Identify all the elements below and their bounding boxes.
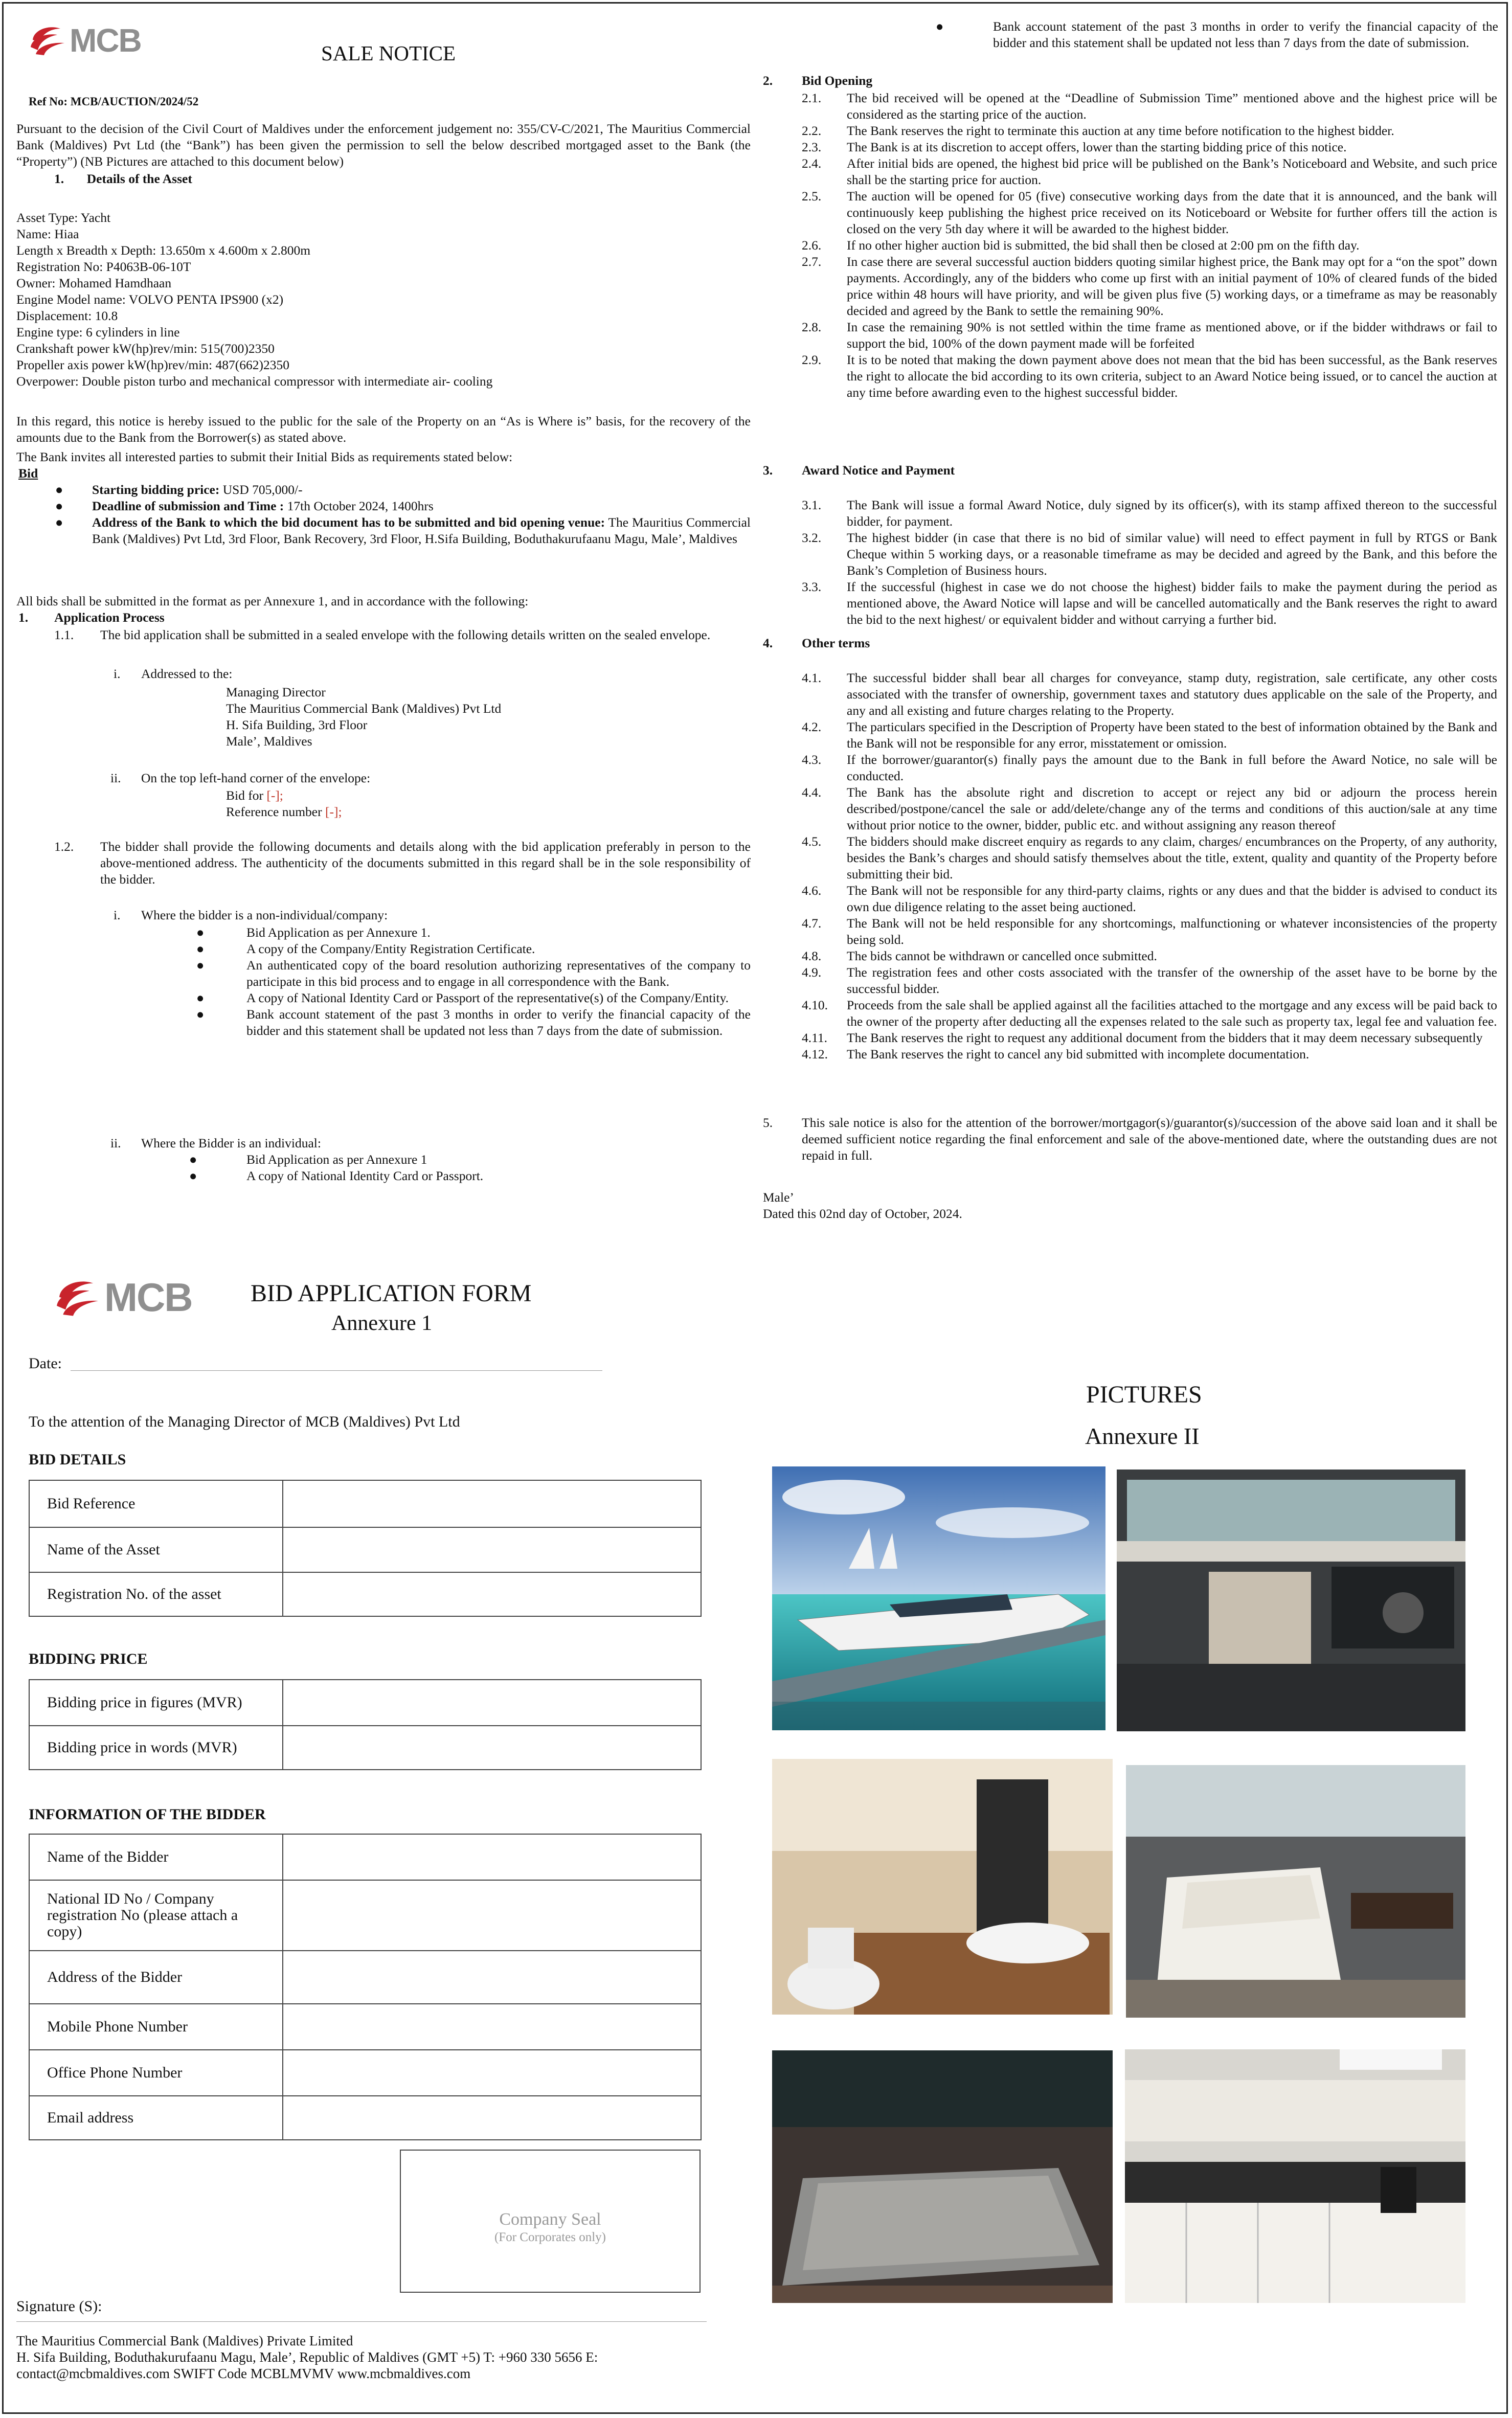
clause-1-1-ii (110, 770, 370, 786)
clause (802, 497, 1497, 530)
asset-line: Displacement: 10.8 (16, 308, 118, 323)
clause-text: Where the Bidder is an individual: (141, 1136, 321, 1150)
form-annexure: Annexure 1 (331, 1312, 433, 1335)
regard-paragraph: In this regard, this notice is hereby issued to the public for the sale of the Property on an “As is Where is” basis, for the recovery of the amounts due to the Bank from the Borrower(s) as stated above. (16, 414, 751, 445)
clause-text: The bid received will be opened at the “Deadline of Submission Time” mentioned above and the highest price will be considered as the starting price of the auction. (847, 91, 1497, 122)
clause (802, 1046, 1497, 1063)
section-3-heading (763, 462, 955, 479)
clause-text: The registration fees and other costs associated with the transfer of the ownership of the asset have to be borne by the successful bidder. (847, 965, 1497, 996)
bullet-text: The Mauritius Commercial Bank (Maldives) Pvt Ltd, 3rd Floor, Bank Recovery, 3rd Floor, H.Sifa Building, Boduthakurufaanu Magu, Male’, Maldives (92, 515, 751, 546)
date-label: Date: (29, 1355, 62, 1372)
clause-text: If no other higher auction bid is submitted, the bid shall then be closed at 2:00 pm on the fifth day. (847, 238, 1360, 253)
form-title: BID APPLICATION FORM (251, 1280, 532, 1307)
clause-number: 4.8. (802, 948, 822, 963)
list-item-text: Bank account statement of the past 3 months in order to verify the financial capacity of the bidder and this statement shall be updated not less than 7 days from the date of submission. (246, 1007, 751, 1038)
clause-text: If the successful (highest in case we do not choose the highest) bidder fails to make the payment during the period as mentioned above, the Award Notice will lapse and will be cancelled automatically and the Bank reserves the right to award the bid to the next highest/ or equivalent bidder and without carrying a further bid. (847, 579, 1497, 627)
bidder-info-table (29, 1834, 702, 2140)
asset-line: Overpower: Double piston turbo and mechanical compressor with intermediate air- cooling (16, 374, 493, 389)
section-title: Application Process (54, 610, 165, 625)
clause (802, 883, 1497, 915)
all-bids-paragraph: All bids shall be submitted in the format as per Annexure 1, and in accordance with the following: (16, 594, 529, 608)
footer-line: contact@mcbmaldives.com SWIFT Code MCBLMVMV www.mcbmaldives.com (16, 2366, 471, 2381)
cabin-bed-photo (772, 2050, 1113, 2303)
clause-text: The successful bidder shall bear all charges for conveyance, stamp duty, registration, sale certificate, any other costs associated with the transfer of ownership, government taxes and statutory dues applicable on the sale of the Property, and any and all existing and future charges relating to the Property. (847, 670, 1497, 718)
clause (802, 139, 1497, 155)
clause-number: 4.3. (802, 752, 822, 767)
section-title: Other terms (802, 636, 870, 650)
details-number: 1. (54, 171, 64, 186)
clause-number: 2.3. (802, 140, 822, 154)
mcb-logo-icon (54, 1278, 103, 1317)
bullet-label: Address of the Bank to which the bid document has to be submitted and bid opening venue: (92, 515, 605, 530)
reference-number: Ref No: MCB/AUCTION/2024/52 (29, 95, 199, 108)
footer-address (16, 2333, 598, 2382)
bidding-price-wrapper (29, 1679, 702, 1770)
bid-bullet: ● Deadline of submission and Time : 17th October 2024, 1400hrs (55, 499, 434, 513)
footer-line: H. Sifa Building, Boduthakurufaanu Magu, Male’, Republic of Maldives (GMT +5) T: +960 330 5656 E: (16, 2349, 598, 2365)
clause-number: 4.1. (802, 670, 822, 685)
envelope-lines (226, 787, 342, 820)
section-4-heading (763, 635, 870, 651)
asset-line: Length x Breadth x Depth: 13.650m x 4.600m x 2.800m (16, 243, 311, 258)
clause (802, 319, 1497, 352)
mcb-logo-form (54, 1274, 192, 1321)
bid-for-blank: [-]; (266, 788, 283, 803)
table-row (29, 1951, 701, 2004)
intro-paragraph: Pursuant to the decision of the Civil Court of Maldives under the enforcement judgement no: 355/CV-C/2021, The Mauritius Commercial Bank (Maldives) Pvt Ltd (the “Bank”) has been given the permission to sell the below described mortgaged asset to the Bank (the “Property”) (NB Pictures are attached to this document below) (16, 121, 751, 169)
national-id-field[interactable] (283, 1880, 701, 1951)
bullet-text: USD 705,000/- (219, 482, 303, 497)
list-item-text: Bid Application as per Annexure 1 (246, 1152, 427, 1167)
bidding-price-words-field[interactable] (283, 1726, 701, 1770)
asset-line: Engine type: 6 cylinders in line (16, 325, 180, 340)
clause-text: The particulars specified in the Description of Property have been stated to the best of information obtained by the Bank and the Bank will not be responsible for any error, misstatement or omission. (847, 719, 1497, 751)
mobile-phone-field[interactable] (283, 2004, 701, 2050)
clause (802, 915, 1497, 948)
clause-text: The bid application shall be submitted in a sealed envelope with the following details written on the sealed envelope. (100, 627, 711, 642)
dated-line: Dated this 02nd day of October, 2024. (763, 1206, 962, 1221)
section-2-heading (763, 73, 872, 89)
clause-number: 4.4. (802, 785, 822, 800)
clause-number: 4.2. (802, 719, 822, 734)
clause-text: The Bank reserves the right to terminate this auction at any time before notification to the highest bidder. (847, 123, 1394, 138)
bidder-name-field[interactable] (283, 1834, 701, 1880)
clause-number: 4.10. (802, 998, 828, 1012)
clause-text: The Bank will not be held responsible for any shortcomings, malfunctioning or whatever inconsistencies of the property being sold. (847, 916, 1497, 947)
clause-text: The Bank reserves the right to request any additional document from the bidders that it may deem necessary subsequently (847, 1030, 1483, 1045)
table-row (29, 1527, 701, 1572)
clause-number: 2.9. (802, 352, 822, 367)
clause (802, 237, 1497, 254)
table-row (29, 2050, 701, 2096)
galley-photo (1125, 2049, 1465, 2303)
clause-text: The bidders should make discreet enquiry as regards to any claim, charges/ encumbrances on the Property, of any authority, besides the Bank’s charges and should satisfy themselves about the title, extent, quality and quantity of the Property before submitting their bid. (847, 834, 1497, 882)
clause-1-2 (54, 839, 751, 888)
clause-text: Proceeds from the sale shall be applied against all the facilities attached to the mortgage and any excess will be paid back to the owner of the property after deducting all the expenses related to the sale such as property tax, legal fee and valuation fee. (847, 998, 1497, 1029)
clause-number: ii. (110, 771, 121, 785)
table-row (29, 1480, 701, 1527)
company-heading (114, 907, 388, 923)
bidding-price-heading: BIDDING PRICE (29, 1651, 148, 1667)
pictures-title: PICTURES (1086, 1381, 1202, 1408)
list-item: ● A copy of National Identity Card or Passport of the representative(s) of the Company/Entity. (196, 990, 751, 1006)
footer-line: The Mauritius Commercial Bank (Maldives) Private Limited (16, 2333, 353, 2348)
field-label: Bidding price in words (MVR) (29, 1726, 283, 1770)
address-line: Male’, Maldives (226, 734, 312, 749)
section-title: Award Notice and Payment (802, 463, 955, 478)
clause-number: i. (114, 666, 121, 681)
clause (802, 254, 1497, 319)
bid-bullet: ● Address of the Bank to which the bid document has to be submitted and bid opening venue: The Mauritius Commercial Bank (Maldives) Pvt Ltd, 3rd Floor, Bank Recovery, 3rd Floor, H.Sifa Building, Boduthakurufaanu Magu, Male’, Maldives (55, 515, 751, 546)
email-field[interactable] (283, 2096, 701, 2140)
table-row (29, 1834, 701, 1880)
list-item-text: An authenticated copy of the board resolution authorizing representatives of the company to participate in this bid process and to engage in all correspondence with the Bank. (246, 958, 751, 989)
section-number: 4. (763, 636, 773, 650)
invite-paragraph: The Bank invites all interested parties to submit their Initial Bids as requirements stated below: (16, 449, 513, 464)
section-number: 2. (763, 73, 773, 88)
field-label: Registration No. of the asset (29, 1572, 283, 1616)
mcb-logo-text: MCB (70, 22, 141, 59)
bullet-label: Starting bidding price: (92, 482, 220, 497)
field-label: Name of the Bidder (29, 1834, 283, 1880)
clause (802, 719, 1497, 752)
mcb-logo-icon (29, 25, 69, 56)
signature-line[interactable] (16, 2321, 707, 2322)
clause-text: It is to be noted that making the down payment above does not mean that the bid has been successful, as the Bank reserves the right to allocate the bid according to its own criteria, subject to an Award Notice being issued, or to cancel the auction at any time before awarding even to the highest successful bidder. (847, 352, 1497, 400)
field-label: Bid Reference (29, 1480, 283, 1527)
list-item-text: A copy of the Company/Entity Registration Certificate. (246, 941, 535, 956)
clause-number: 2.1. (802, 91, 822, 105)
clause-number: i. (114, 908, 121, 922)
company-seal-note: (For Corporates only) (494, 2230, 606, 2244)
table-row (29, 1680, 701, 1726)
clause-number: 4.12. (802, 1047, 828, 1061)
individual-heading (110, 1135, 321, 1151)
helm-station-photo (1117, 1470, 1465, 1731)
reference-line (226, 804, 342, 820)
place: Male’ (763, 1190, 794, 1205)
clause (802, 784, 1497, 833)
list-item: ● A copy of National Identity Card or Passport. (189, 1168, 649, 1184)
clause-number: ii. (110, 1136, 121, 1150)
bidding-price-table (29, 1679, 702, 1770)
clause-text: Addressed to the: (141, 666, 233, 681)
asset-line: Owner: Mohamed Hamdhaan (16, 276, 172, 290)
section-4-clauses (802, 670, 1497, 1063)
bid-details-heading: BID DETAILS (29, 1451, 126, 1468)
list-item-text: Bank account statement of the past 3 months in order to verify the financial capacity of the bidder and this statement shall be updated not less than 7 days from the date of submission. (993, 19, 1498, 50)
field-label: Bidding price in figures (MVR) (29, 1680, 283, 1726)
address-line: H. Sifa Building, 3rd Floor (226, 717, 368, 732)
mcb-logo (29, 21, 141, 59)
clause-number: 3.3. (802, 579, 822, 594)
clause (802, 352, 1497, 401)
clause (802, 123, 1497, 139)
clause-text: The Bank reserves the right to cancel any bid submitted with incomplete documentation. (847, 1047, 1310, 1061)
pictures-annexure: Annexure II (1085, 1423, 1200, 1449)
clause (802, 752, 1497, 784)
clause-number: 4.11. (802, 1030, 828, 1045)
clause-number: 1.1. (54, 627, 74, 642)
asset-line: Name: Hiaa (16, 227, 79, 241)
details-heading (54, 171, 192, 187)
section-number: 5. (763, 1115, 773, 1130)
clause-number: 2.5. (802, 189, 822, 204)
clause (802, 670, 1497, 719)
clause-text: The bidder shall provide the following documents and details along with the bid application preferably in person to the above-mentioned address. The authenticity of the documents submitted in this regard shall be in the sole responsibility of the bidder. (100, 839, 751, 887)
clause-text: The Bank has the absolute right and discretion to accept or reject any bid or adjourn the process herein described/postpone/cancel the sale or add/delete/change any of the terms and conditions of this auction/sale at any time without prior notice to the owner, bidder, public etc. and without assigning any reason thereof (847, 785, 1497, 832)
sale-notice-title: SALE NOTICE (321, 41, 456, 65)
clause-number: 2.7. (802, 254, 822, 269)
clause-number: 2.8. (802, 320, 822, 334)
table-row (29, 2004, 701, 2050)
date-field[interactable] (71, 1370, 602, 1371)
bidder-info-wrapper (29, 1834, 702, 2140)
clause-number: 4.7. (802, 916, 822, 931)
list-item-text: A copy of National Identity Card or Passport of the representative(s) of the Company/Entity. (246, 990, 729, 1005)
clause-number: 3.2. (802, 530, 822, 545)
bid-for-line (226, 787, 342, 804)
clause-number: 4.9. (802, 965, 822, 980)
reference-blank: [-]; (325, 804, 342, 819)
clause-text: The auction will be opened for 05 (five) consecutive working days from the date that it is announced, and the bank will continuously keep publishing the highest price received on its Noticeboard or Website for further offers till the action is closed on the very 5th day where it will be awarded to the highest bidder. (847, 189, 1497, 236)
list-item: ● Bank account statement of the past 3 months in order to verify the financial capacity of the bidder and this statement shall be updated not less than 7 days from the date of submission. (196, 1007, 751, 1038)
clause (802, 948, 1497, 964)
clause-number: 2.6. (802, 238, 822, 253)
address-line: The Mauritius Commercial Bank (Maldives) Pvt Ltd (226, 701, 502, 716)
individual-docs-list (189, 1151, 649, 1184)
asset-line: Engine Model name: VOLVO PENTA IPS900 (x2) (16, 292, 284, 307)
clause-text: After initial bids are opened, the highest bid price will be published on the Bank’s Noticeboard and Website, and such price shall be the starting price for auction. (847, 156, 1497, 187)
bid-reference-field[interactable] (283, 1480, 701, 1527)
section-title: Bid Opening (802, 73, 873, 88)
office-phone-field[interactable] (283, 2050, 701, 2096)
table-row (29, 1880, 701, 1951)
clause-number: 2.4. (802, 156, 822, 171)
clause-text: Where the bidder is a non-individual/company: (141, 908, 388, 922)
field-label: Address of the Bidder (29, 1951, 283, 2004)
clause-number: 3.1. (802, 498, 822, 512)
attention-line: To the attention of the Managing Director of MCB (Maldives) Pvt Ltd (29, 1413, 460, 1430)
mcb-logo-text: MCB (104, 1275, 192, 1320)
list-item: ● A copy of the Company/Entity Registration Certificate. (196, 941, 751, 957)
clause-5 (763, 1115, 1497, 1164)
table-row (29, 1726, 701, 1770)
right-top-bullet: ● Bank account statement of the past 3 months in order to verify the financial capacity of the bidder and this statement shall be updated not less than 7 days from the date of submission. (936, 19, 1498, 50)
asset-line: Crankshaft power kW(hp)rev/min: 515(700)2350 (16, 341, 275, 356)
address-block (226, 684, 501, 750)
bullet-text: 17th October 2024, 1400hrs (284, 499, 434, 513)
bullet-label: Deadline of submission and Time : (92, 499, 284, 513)
clause (802, 833, 1497, 883)
clause (802, 530, 1497, 579)
clause (802, 1030, 1497, 1046)
clause (802, 964, 1497, 997)
reference-label: Reference number (226, 804, 325, 819)
field-label: Mobile Phone Number (29, 2004, 283, 2050)
clause-text: The Bank is at its discretion to accept offers, lower than the starting bidding price of this notice. (847, 140, 1347, 154)
clause-text: In case there are several successful auction bidders quoting similar highest price, the Bank may opt for a “on the spot” down payments. Accordingly, any of the bidders who come up first with an initial payment of 10% of cleared funds of the bided price within 48 hours will have priority, and will be given plus five (5) working days, or a timeframe as may be reasonably decided and agreed by the Bank to settle the remaining 90%. (847, 254, 1497, 318)
clause-text: The bids cannot be withdrawn or cancelled once submitted. (847, 948, 1157, 963)
clause-number: 1.2. (54, 839, 74, 854)
bidder-address-field[interactable] (283, 1951, 701, 2004)
list-item: ● An authenticated copy of the board resolution authorizing representatives of the company to participate in this bid process and to engage in all correspondence with the Bank. (196, 958, 751, 989)
clause (802, 188, 1497, 237)
section-1-heading (18, 609, 165, 626)
company-seal-label: Company Seal (499, 2210, 601, 2229)
bid-for-label: Bid for (226, 788, 267, 803)
list-item: ● Bid Application as per Annexure 1. (196, 924, 751, 941)
registration-number-field[interactable] (283, 1572, 701, 1616)
field-label: Office Phone Number (29, 2050, 283, 2096)
asset-details-list (16, 210, 492, 390)
asset-line: Asset Type: Yacht (16, 210, 111, 225)
clause-1-1-i (114, 666, 232, 682)
asset-name-field[interactable] (283, 1527, 701, 1572)
list-item: ● Bid Application as per Annexure 1 (189, 1151, 649, 1168)
table-row (29, 2096, 701, 2140)
clause-text: The Bank will not be responsible for any third-party claims, rights or any dues and that the bidder is advised to conduct its own due diligence relating to the asset being auctioned. (847, 883, 1497, 914)
clause (802, 579, 1497, 628)
signature-label: Signature (S): (16, 2298, 102, 2315)
details-title: Details of the Asset (86, 171, 192, 186)
address-line: Managing Director (226, 685, 326, 699)
clause (802, 155, 1497, 188)
bathroom-photo (772, 1759, 1113, 2015)
list-item-text: A copy of National Identity Card or Passport. (246, 1168, 484, 1183)
bid-details-table (29, 1480, 702, 1617)
clause-text: On the top left-hand corner of the envelope: (141, 771, 371, 785)
clause-number: 2.2. (802, 123, 822, 138)
field-label: Name of the Asset (29, 1527, 283, 1572)
list-item-text: Bid Application as per Annexure 1. (246, 925, 431, 940)
salon-photo (1126, 1765, 1465, 2018)
bid-heading: Bid (18, 466, 38, 481)
bid-bullets (55, 482, 751, 547)
section-3-clauses (802, 497, 1497, 628)
clause-text: The highest bidder (in case that there is no bid of similar value) will need to effect payment in full by RTGS or Bank Cheque within 5 working days, or a reasonable timeframe as may be decided and agreed by the Bank, and this before the Bank’s Completion of Business hours. (847, 530, 1497, 578)
section-number: 3. (763, 463, 773, 478)
field-label: Email address (29, 2096, 283, 2140)
bidder-info-heading: INFORMATION OF THE BIDDER (29, 1806, 266, 1823)
bidding-price-figures-field[interactable] (283, 1680, 701, 1726)
clause (802, 997, 1497, 1030)
asset-line: Registration No: P4063B-06-10T (16, 259, 191, 274)
clause (802, 90, 1497, 123)
field-label: National ID No / Company registration No (please attach a copy) (29, 1880, 283, 1951)
clause-text: The Bank will issue a formal Award Notice, duly signed by its officer(s), with its stamp affixed thereon to the successful bidder, for payment. (847, 498, 1497, 529)
clause-1-1 (54, 627, 751, 643)
section-number: 1. (18, 610, 29, 625)
clause-text: In case the remaining 90% is not settled within the time frame as mentioned above, or if the bidder withdraws or fail to support the bid, 100% of the down payment made will be forfeited (847, 320, 1497, 351)
company-docs-list (196, 924, 751, 1039)
asset-line: Propeller axis power kW(hp)rev/min: 487(662)2350 (16, 357, 289, 372)
clause-number: 4.5. (802, 834, 822, 849)
section-2-clauses (802, 90, 1497, 401)
clause-number: 4.6. (802, 883, 822, 898)
clause-text: This sale notice is also for the attention of the borrower/mortgagor(s)/guarantor(s)/succession of the above said loan and it shall be deemed sufficient notice regarding the final enforcement and sale of the above-mentioned date, where the outstanding dues are not repaid in full. (802, 1115, 1497, 1163)
clause-text: If the borrower/guarantor(s) finally pays the amount due to the Bank in full before the Award Notice, no sale will be conducted. (847, 752, 1497, 783)
table-row (29, 1572, 701, 1616)
yacht-exterior-photo (772, 1466, 1105, 1730)
company-seal-box[interactable] (400, 2150, 701, 2293)
bid-bullet: ● Starting bidding price: USD 705,000/- (55, 482, 303, 497)
